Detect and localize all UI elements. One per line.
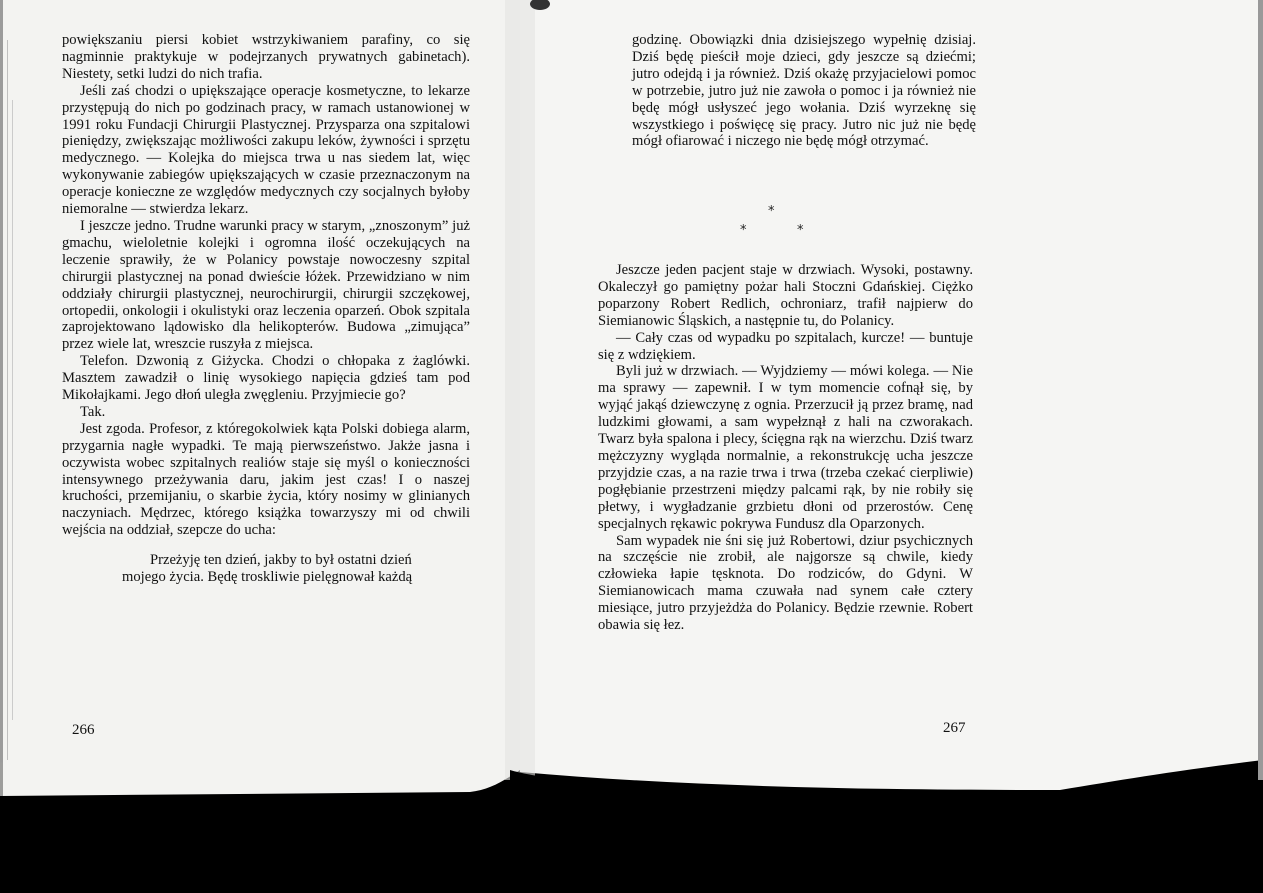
separator-asterisk: * — [768, 204, 775, 219]
quote-line: mojego życia. Będę troskliwie pielęgnował każdą — [122, 569, 413, 586]
left-page-text — [62, 32, 470, 586]
quote-block — [62, 552, 470, 586]
separator-asterisk: * — [740, 223, 747, 238]
right-page-text — [598, 262, 973, 634]
right-paragraph: Byli już w drzwiach. — Wyjdziemy — mówi kolega. — Nie ma sprawy — zapewnił. I w tym momencie cofnął się, by wyjąć jakąś dziewczynę z ognia. Przerzucił ją przez bramę, nad ludzkimi głowami, a sam wypełznął z hali na czworakach. Twarz była spalona i plecy, ścięgna rąk na wierzchu. Dziś twarz mężczyzny wygląda normalnie, a rekonstrukcję ucha jeszcze przyjdzie czas, a na razie trwa i trwa (trzeba czekać cierpliwie) pogłębianie przestrzeni między palcami rąk, by nie robiły się płetwy, i wygładzanie grzbietu dłoni od przerostów. Cenę specjalnych rękawic pokrywa Fundusz dla Oparzonych. — [598, 363, 973, 532]
right-paragraph: — Cały czas od wypadku po szpitalach, kurcze! — buntuje się z wdziękiem. — [598, 329, 973, 363]
page-number-right: 267 — [943, 720, 966, 736]
page-number-left: 266 — [72, 722, 95, 738]
left-paragraph: I jeszcze jedno. Trudne warunki pracy w starym, „znoszonym” już gmachu, wieloletnie kolejki i ogromna ilość oczekujących na leczenie sprawiły, że w Polanicy powstaje nowoczesny szpital chirurgii plastycznej na ponad dwieście łóżek. Przewidziano w nim oddziały chirurgii plastycznej, neurochirurgii, chirurgii szczękowej, ortopedii, onkologii i okulistyki oraz leczenia oparzeń. Obok szpitala zaprojektowano lądowisko dla helikopterów. Budowa „zimująca” przez wiele lat, wreszcie ruszyła z miejsca. — [62, 217, 470, 353]
right-paragraph: Sam wypadek nie śni się już Robertowi, dziur psychicznych na szczęście nie zrobił, ale najgorsze są chwile, kiedy człowieka łapie tęsknota. Do rodziców, do Gdyni. W Siemianowicach mama czuwała nad synem całe cztery miesiące, jutro przyjeżdża do Polanicy. Będzie rzewnie. Robert obawia się łez. — [598, 532, 973, 634]
left-paragraph: Tak. — [80, 403, 106, 420]
separator-asterisk: * — [797, 223, 804, 238]
left-paragraph: Jeśli zaś chodzi o upiększające operacje kosmetyczne, to lekarze przystępują do nich po godzinach pracy, w ramach ustanowionej w 1991 roku Fundacji Chirurgii Plastycznej. Przysparza ona szpitalowi pieniędzy, zwiększając możliwości zakupu leków, żywności i sprzętu medycznego. — Kolejka do miejsca trwa u nas siedem lat, więc wykonywanie zabiegów upiększających w czasie przeznaczonym na operacje konieczne ze względów medycznych czy socjalnych byłoby niemoralne — stwierdza lekarz. — [62, 82, 470, 218]
quote-continuation: godzinę. Obowiązki dnia dzisiejszego wypełnię dzisiaj. Dziś będę pieścił moje dzieci, gdy jeszcze są dziećmi; jutro odejdą i ja również. Dziś okażę przyjacielowi pomoc w potrzebie, jutro już nie zawoła o pomoc i ja również nie będę mógł usłyszeć jego wołania. Dziś wyrzeknę się wszystkiego i poświęcę się pracy. Jutro nic już nie będę mógł ofiarować i niczego nie będę mógł otrzymać. — [632, 32, 976, 150]
quote-line: Przeżyję ten dzień, jakby to był ostatni dzień — [150, 552, 412, 569]
left-paragraph: Jest zgoda. Profesor, z któregokolwiek kąta Polski dobiega alarm, przygarnia nagłe wypadki. Te mają pierwszeństwo. Jakże jasna i oczywista wobec szpitalnych realiów staje się myśl o konieczności intensywnego przeżywania daru, jakim jest czas! I o naszej kruchości, przemijaniu, o skarbie życia, który nosimy w glinianych naczyniach. Mędrzec, którego książka towarzyszy mi od chwili wejścia na oddział, szepcze do ucha: — [62, 420, 470, 539]
left-paragraph: Telefon. Dzwonią z Giżycka. Chodzi o chłopaka z żaglówki. Masztem zawadził o linię wysokiego napięcia gdzieś tam pod Mikołajkami. Jego dłoń uległa zwęgleniu. Przyjmiecie go? — [62, 353, 470, 404]
right-page-quote — [632, 32, 976, 150]
left-paragraph: powiększaniu piersi kobiet wstrzykiwaniem parafiny, co się nagminnie praktykuje w podejrzanych prywatnych gabinetach). Niestety, setki ludzi do nich trafia. — [62, 32, 470, 82]
right-paragraph: Jeszcze jeden pacjent staje w drzwiach. Wysoki, postawny. Okaleczył go pamiętny pożar hali Stoczni Gdańskiej. Ciężko poparzony Robert Redlich, ochroniarz, trafił najpierw do Siemianowic Śląskich, a następnie tu, do Polanicy. — [598, 262, 973, 329]
